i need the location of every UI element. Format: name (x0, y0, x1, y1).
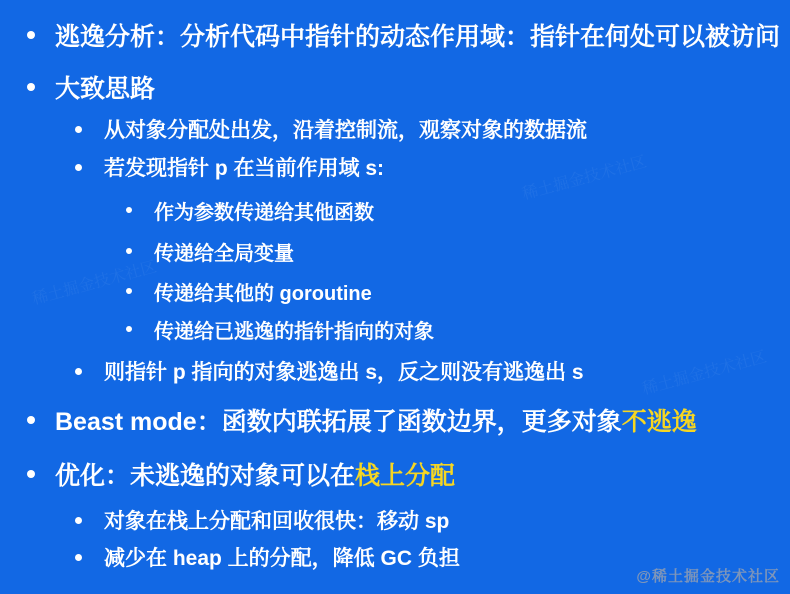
bullet-text: 减少在 heap 上的分配，降低 GC 负担 (104, 547, 460, 570)
bullet-icon (75, 164, 82, 171)
bullet-icon (27, 83, 35, 91)
bullet-text: 对象在栈上分配和回收很快：移动 sp (104, 510, 450, 533)
bullet-icon (126, 207, 132, 213)
bullet-text: 若发现指针 p 在当前作用域 s: (104, 157, 385, 180)
bullet-icon (126, 288, 132, 294)
bullet-text: 传递给其他的 goroutine (154, 282, 372, 305)
bullet-item-passed-to-escaped-pointer (126, 314, 434, 344)
background-watermark: 稀土掘金技术社区 (30, 258, 159, 309)
bullet-item-escape-conclusion (75, 356, 584, 386)
bullet-icon (75, 517, 82, 524)
bullet-item-beast-mode (27, 405, 697, 435)
bullet-text: 传递给已逃逸的指针指向的对象 (154, 320, 434, 343)
bullet-text: 逃逸分析：分析代码中指针的动态作用域：指针在何处可以被访问 (55, 23, 781, 51)
bullet-icon (75, 368, 82, 375)
bullet-item-general-idea (27, 72, 155, 102)
bullet-item-passed-to-goroutine (126, 276, 372, 306)
bullet-icon (126, 248, 132, 254)
juejin-watermark: @稀土掘金技术社区 (636, 568, 780, 585)
bullet-icon (75, 126, 82, 133)
bullet-text: 从对象分配处出发，沿着控制流，观察对象的数据流 (104, 119, 587, 142)
bullet-text: 传递给全局变量 (154, 242, 294, 265)
bullet-item-less-heap-gc (75, 542, 460, 572)
background-watermark: 稀土掘金技术社区 (520, 153, 649, 204)
bullet-text: 则指针 p 指向的对象逃逸出 s，反之则没有逃逸出 s (104, 361, 584, 384)
bullet-text: 作为参数传递给其他函数 (154, 201, 374, 224)
bullet-icon (27, 416, 35, 424)
bullet-icon (126, 326, 132, 332)
bullet-item-passed-as-param (126, 195, 374, 225)
bullet-item-pointer-in-scope (75, 152, 384, 182)
bullet-icon (27, 470, 35, 478)
bullet-item-optimization (27, 459, 455, 489)
bullet-icon (75, 554, 82, 561)
bullet-item-passed-to-global (126, 236, 294, 266)
bullet-text-highlight: 栈上分配 (355, 462, 456, 490)
bullet-icon (27, 31, 35, 39)
bullet-item-stack-alloc-fast (75, 505, 449, 535)
bullet-item-start-from-allocation (75, 114, 587, 144)
bullet-text: 大致思路 (55, 75, 156, 103)
bullet-item-escape-analysis (27, 20, 780, 50)
bullet-text: 优化：未逃逸的对象可以在 (55, 462, 356, 490)
bullet-text: Beast mode：函数内联拓展了函数边界，更多对象 (55, 408, 622, 436)
bullet-text-highlight: 不逃逸 (621, 408, 697, 436)
background-watermark: 稀土掘金技术社区 (640, 348, 769, 399)
